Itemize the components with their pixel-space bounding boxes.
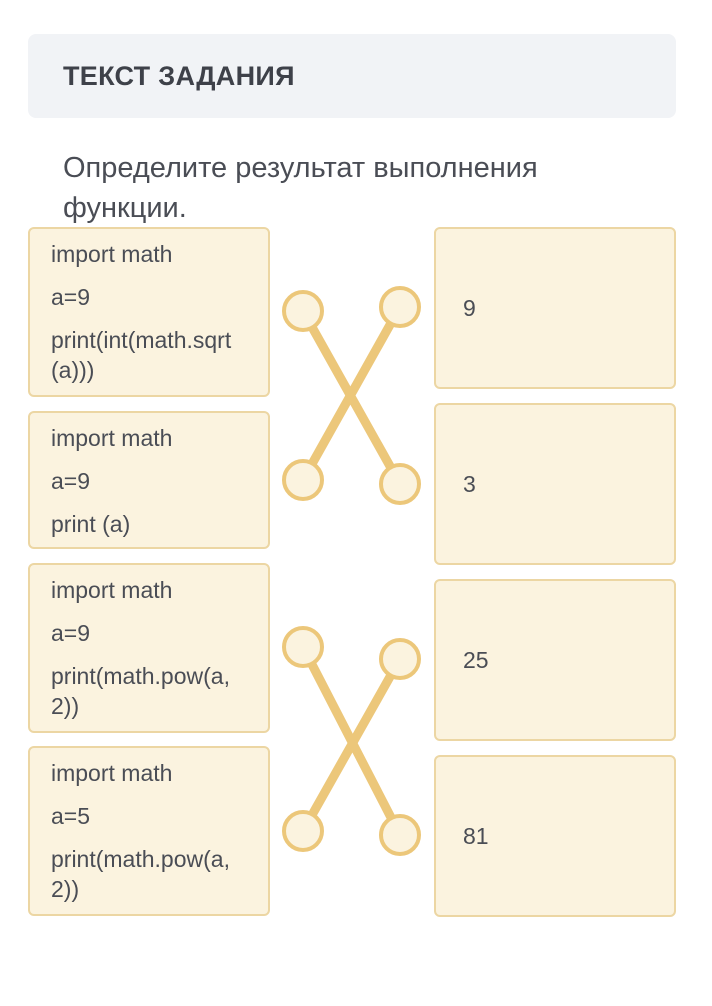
- code-line: print(math.pow(a, 2)): [51, 846, 230, 902]
- code-line: import math: [51, 760, 173, 786]
- code-line: import math: [51, 425, 173, 451]
- question-text: Определите результат выполнения функции.: [63, 152, 538, 224]
- code-line: print(int(math.sqrt(a))): [51, 327, 232, 383]
- answer-text: 81: [463, 822, 489, 849]
- right-handle-4[interactable]: [381, 816, 419, 854]
- connector-lines: [303, 307, 400, 835]
- connector-handles[interactable]: [284, 288, 419, 854]
- code-line: import math: [51, 577, 173, 603]
- code-line: import math: [51, 241, 173, 267]
- code-line: a=9: [51, 284, 91, 310]
- left-handle-3[interactable]: [284, 628, 322, 666]
- left-handle-2[interactable]: [284, 461, 322, 499]
- right-handle-1[interactable]: [381, 288, 419, 326]
- left-handle-4[interactable]: [284, 812, 322, 850]
- answer-text: 3: [463, 470, 476, 497]
- task-header-title: ТЕКСТ ЗАДАНИЯ: [63, 60, 295, 91]
- code-line: print (a): [51, 511, 131, 537]
- code-line: a=9: [51, 620, 91, 646]
- left-handle-1[interactable]: [284, 292, 322, 330]
- answer-text: 9: [463, 294, 476, 321]
- answer-text: 25: [463, 646, 489, 673]
- right-handle-3[interactable]: [381, 640, 419, 678]
- code-line: print(math.pow(a, 2)): [51, 663, 230, 719]
- code-line: a=9: [51, 468, 91, 494]
- right-handle-2[interactable]: [381, 465, 419, 503]
- code-line: a=5: [51, 803, 91, 829]
